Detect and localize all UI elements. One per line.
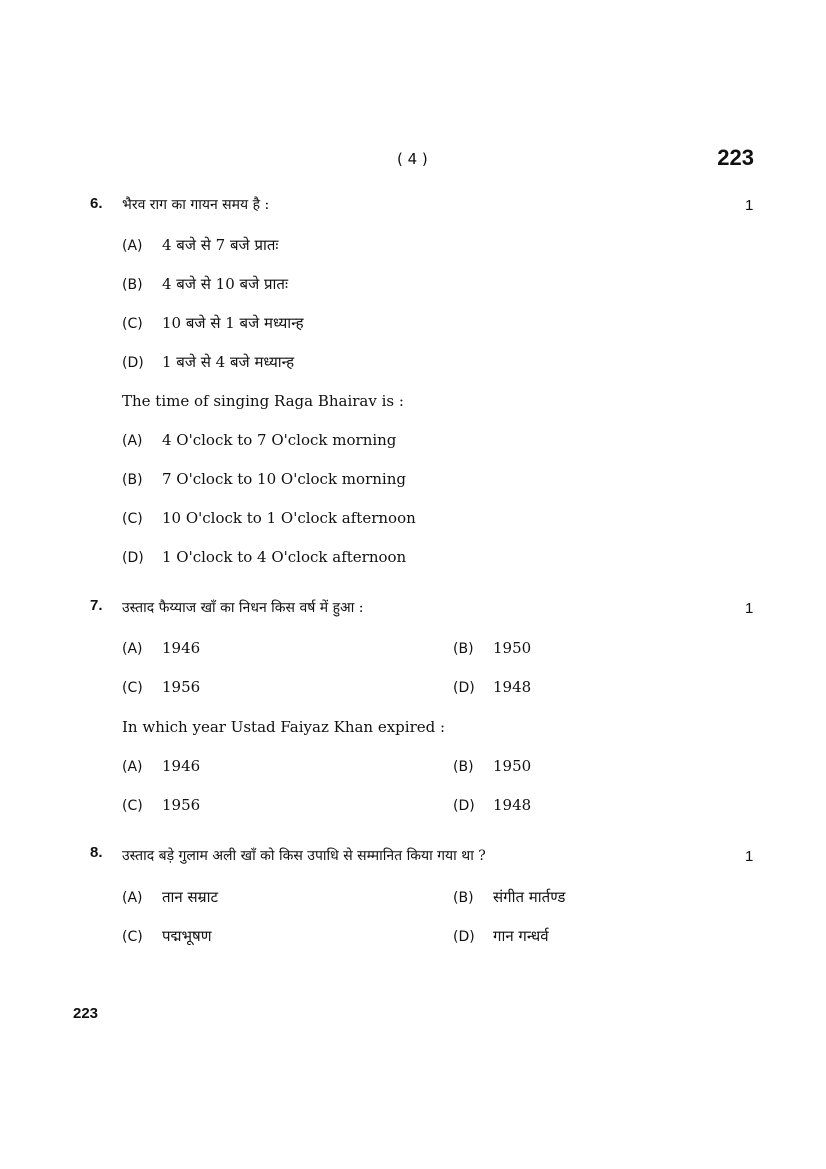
option-text: 1948: [493, 678, 532, 696]
option-a-hindi: [122, 639, 200, 657]
option-label: (B): [122, 277, 143, 293]
option-text: 4 बजे से 10 बजे प्रातः: [162, 275, 289, 293]
question-marks: 1: [745, 848, 754, 865]
question-text-english: The time of singing Raga Bhairav is :: [122, 392, 404, 410]
option-text: 1 O'clock to 4 O'clock afternoon: [162, 548, 407, 566]
option-label: (B): [122, 472, 143, 488]
option-b-english: [453, 757, 531, 775]
question-number: 8.: [90, 844, 103, 861]
option-text: 1948: [493, 796, 532, 814]
option-c-hindi: [122, 678, 200, 696]
option-label: (D): [453, 680, 475, 696]
footer-paper-code: 223: [73, 1005, 99, 1022]
question-marks: 1: [745, 197, 754, 214]
option-c-hindi: [122, 313, 304, 333]
option-a-hindi: [122, 235, 278, 255]
option-text: 1956: [162, 678, 201, 696]
question-marks: 1: [745, 600, 754, 617]
option-d-hindi: [453, 926, 549, 946]
option-text: पद्मभूषण: [162, 927, 212, 945]
option-a-english: [122, 757, 200, 775]
option-text: गान गन्धर्व: [493, 927, 549, 945]
option-text: 1946: [162, 757, 201, 775]
option-label: (C): [122, 316, 143, 332]
option-b-english: [122, 470, 406, 488]
option-b-hindi: [122, 274, 288, 294]
option-text: 1 बजे से 4 बजे मध्यान्ह: [162, 353, 295, 371]
option-label: (A): [122, 641, 143, 657]
option-text: 7 O'clock to 10 O'clock morning: [162, 470, 406, 488]
option-label: (D): [122, 355, 144, 371]
option-text: 4 बजे से 7 बजे प्रातः: [162, 236, 279, 254]
option-label: (A): [122, 890, 143, 906]
option-c-english: [122, 509, 416, 527]
option-d-english: [453, 796, 531, 814]
option-text: 1946: [162, 639, 201, 657]
option-label: (B): [453, 641, 474, 657]
option-label: (D): [453, 929, 475, 945]
option-text: संगीत मार्तण्ड: [493, 888, 566, 906]
option-label: (C): [122, 511, 143, 527]
option-label: (C): [122, 798, 143, 814]
option-text: 1950: [493, 757, 532, 775]
option-text: 10 बजे से 1 बजे मध्यान्ह: [162, 314, 304, 332]
option-b-hindi: [453, 887, 565, 907]
option-d-hindi: [453, 678, 531, 696]
option-c-english: [122, 796, 200, 814]
option-label: (B): [453, 759, 474, 775]
option-label: (C): [122, 929, 143, 945]
question-text-hindi: उस्ताद बड़े गुलाम अली खाँ को किस उपाधि से सम्मानित किया गया था ?: [122, 848, 486, 864]
option-a-hindi: [122, 887, 218, 907]
question-text-hindi: भैरव राग का गायन समय है :: [122, 197, 270, 213]
option-text: 10 O'clock to 1 O'clock afternoon: [162, 509, 416, 527]
option-label: (A): [122, 759, 143, 775]
page-number: ( 4 ): [397, 150, 428, 168]
option-label: (C): [122, 680, 143, 696]
option-text: 1950: [493, 639, 532, 657]
option-label: (D): [453, 798, 475, 814]
question-number: 6.: [90, 195, 103, 212]
option-a-english: [122, 431, 396, 449]
paper-code: 223: [717, 145, 754, 170]
option-label: (D): [122, 550, 144, 566]
option-text: 4 O'clock to 7 O'clock morning: [162, 431, 397, 449]
option-d-hindi: [122, 352, 294, 372]
option-label: (A): [122, 433, 143, 449]
option-c-hindi: [122, 926, 212, 946]
option-label: (B): [453, 890, 474, 906]
question-text-hindi: उस्ताद फैय्याज खाँ का निधन किस वर्ष में हुआ :: [122, 600, 364, 616]
question-number: 7.: [90, 597, 103, 614]
option-text: तान सम्राट: [162, 888, 219, 906]
question-text-english: In which year Ustad Faiyaz Khan expired :: [122, 718, 446, 736]
option-label: (A): [122, 238, 143, 254]
option-text: 1956: [162, 796, 201, 814]
option-b-hindi: [453, 639, 531, 657]
option-d-english: [122, 548, 406, 566]
